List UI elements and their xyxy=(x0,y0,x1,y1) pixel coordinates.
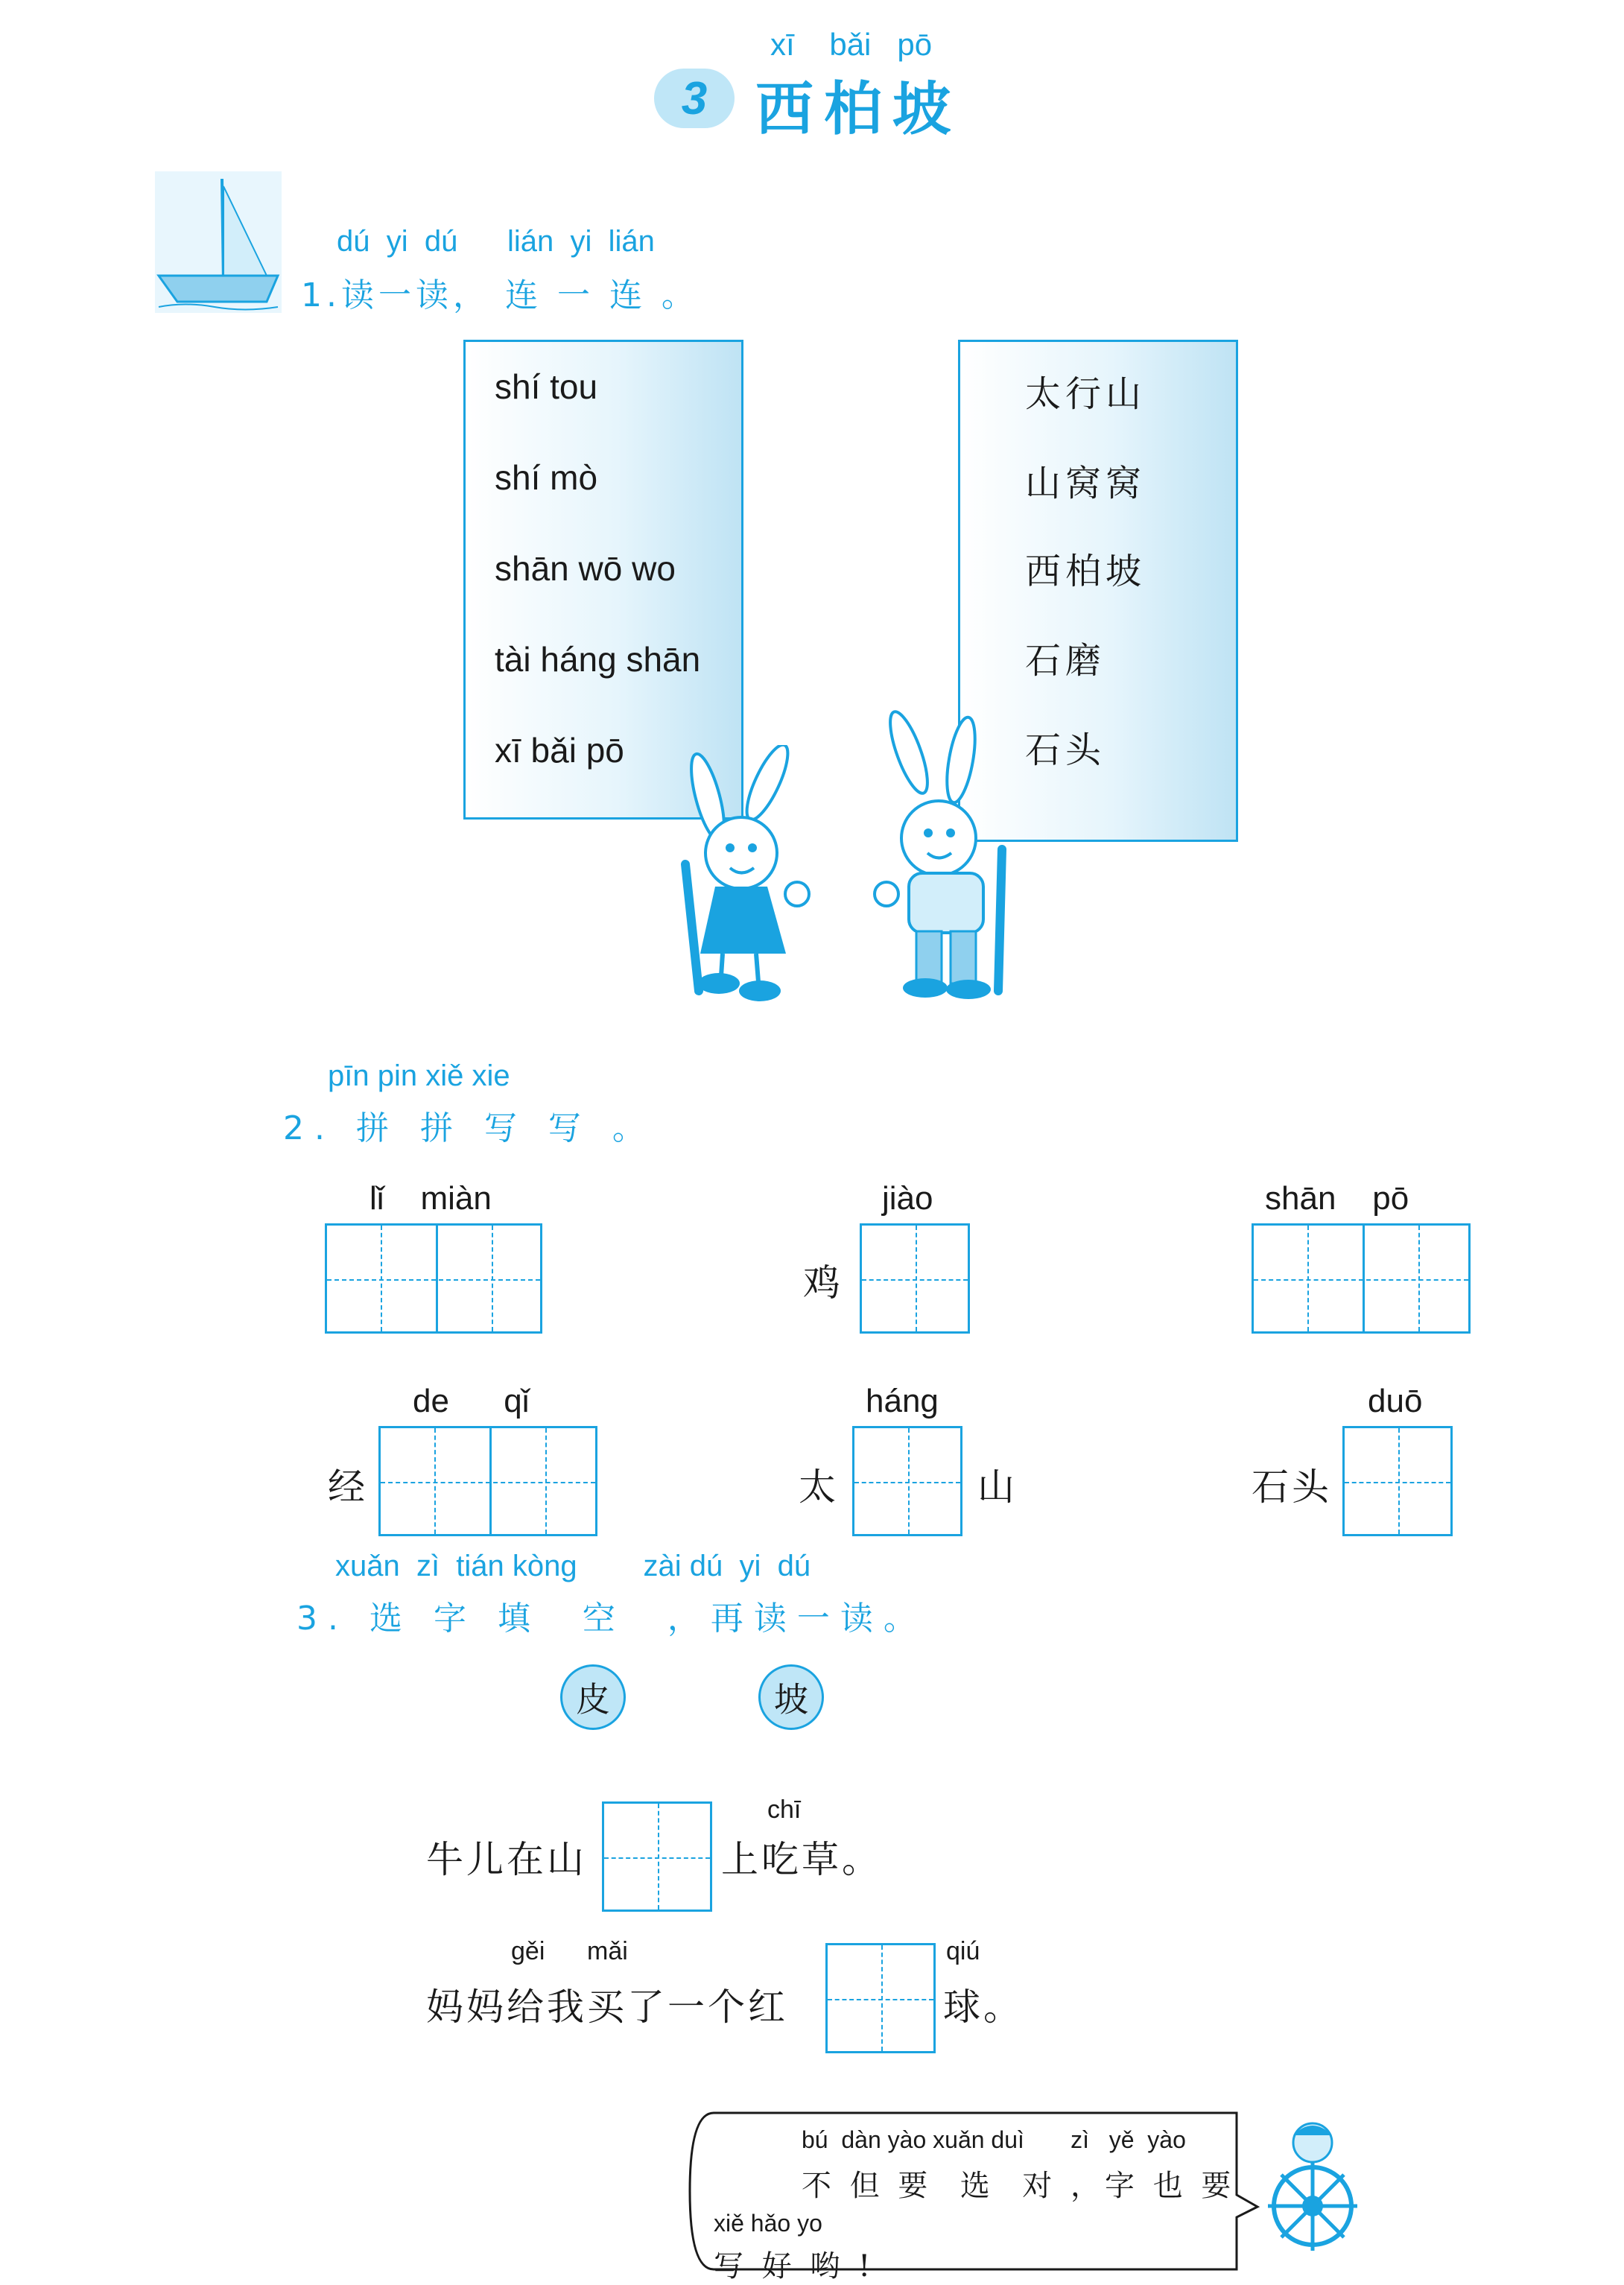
section3-pinyin: xuǎn zì tián kòng zài dú yi dú xyxy=(335,1550,811,1582)
section3-heading: 3. 选 字 填 空 ，再读一读。 xyxy=(296,1600,927,1638)
item-pinyin: jiào xyxy=(882,1180,933,1217)
item-prefix: 石头 xyxy=(1252,1465,1332,1509)
section2-heading: 2. 拼 拼 写 写 。 xyxy=(283,1109,656,1147)
section2-pinyin: pīn pin xiě xie xyxy=(328,1059,510,1092)
item-pinyin: duō xyxy=(1368,1383,1423,1419)
page-title: 西柏坡 xyxy=(755,76,962,143)
sentence1-before: 牛儿在山 xyxy=(426,1838,587,1881)
hanzi-item[interactable]: 山窝窝 xyxy=(1025,463,1146,504)
rabbit-boy-illustration xyxy=(857,708,1028,1006)
fill-box[interactable] xyxy=(602,1801,712,1912)
choice-pi[interactable]: 皮 xyxy=(560,1664,626,1730)
pinyin-item[interactable]: tài háng shān xyxy=(495,640,701,679)
pinyin-item[interactable]: shí tou xyxy=(495,367,598,406)
item-prefix: 经 xyxy=(328,1465,368,1509)
item-pinyin: de qǐ xyxy=(413,1383,530,1419)
lesson-number-badge xyxy=(654,69,735,128)
tip-pinyin2: xiě hǎo yo xyxy=(714,2210,822,2237)
hanzi-item[interactable]: 石头 xyxy=(1025,729,1106,771)
sentence1-after: 上吃草。 xyxy=(721,1838,882,1881)
hanzi-item[interactable]: 太行山 xyxy=(1025,373,1146,415)
pinyin-item[interactable]: xī bǎi pō xyxy=(495,731,624,770)
writing-grid[interactable] xyxy=(1252,1223,1471,1334)
sailor-wheel-illustration xyxy=(1260,2113,1365,2254)
item-pinyin: shān pō xyxy=(1265,1180,1409,1217)
tip-line2: 写 好 哟 ! xyxy=(714,2249,875,2284)
hanzi-item[interactable]: 西柏坡 xyxy=(1025,551,1146,592)
sentence2-after: 球。 xyxy=(943,1985,1024,2029)
rabbit-girl-illustration xyxy=(656,745,864,1013)
item-suffix: 山 xyxy=(977,1465,1018,1509)
sentence2-before: 妈妈给我买了一个红 xyxy=(426,1985,788,2029)
writing-grid[interactable] xyxy=(1342,1426,1453,1536)
item-prefix: 鸡 xyxy=(803,1261,843,1305)
choice-po[interactable]: 坡 xyxy=(758,1664,824,1730)
section1-heading: 1.读一读， 连 一 连 。 xyxy=(301,276,699,314)
writing-grid[interactable] xyxy=(325,1223,542,1334)
item-pinyin: lǐ miàn xyxy=(369,1180,492,1217)
pinyin-item[interactable]: shí mò xyxy=(495,458,598,497)
lesson-number: 3 xyxy=(681,72,708,124)
tip-line1: 不 但 要 选 对 ，字 也 要 xyxy=(802,2169,1236,2203)
item-pinyin: háng xyxy=(866,1383,939,1419)
writing-grid[interactable] xyxy=(852,1426,962,1536)
fill-box[interactable] xyxy=(825,1943,936,2053)
pinyin-item[interactable]: shān wō wo xyxy=(495,549,676,588)
tip-pinyin1: bú dàn yào xuǎn duì zì yě yào xyxy=(802,2126,1186,2153)
sentence2-pinyin: gěi mǎi xyxy=(511,1937,628,1965)
boat-illustration xyxy=(155,171,282,313)
item-prefix: 太 xyxy=(799,1465,839,1509)
sentence1-pinyin: chī xyxy=(767,1796,802,1824)
section1-pinyin: dú yi dú lián yi lián xyxy=(337,225,655,258)
hanzi-item[interactable]: 石磨 xyxy=(1025,640,1106,682)
sentence2-pinyin-after: qiú xyxy=(946,1937,980,1965)
title-pinyin: xī bǎi pō xyxy=(770,27,933,62)
writing-grid[interactable] xyxy=(860,1223,970,1334)
writing-grid[interactable] xyxy=(378,1426,597,1536)
